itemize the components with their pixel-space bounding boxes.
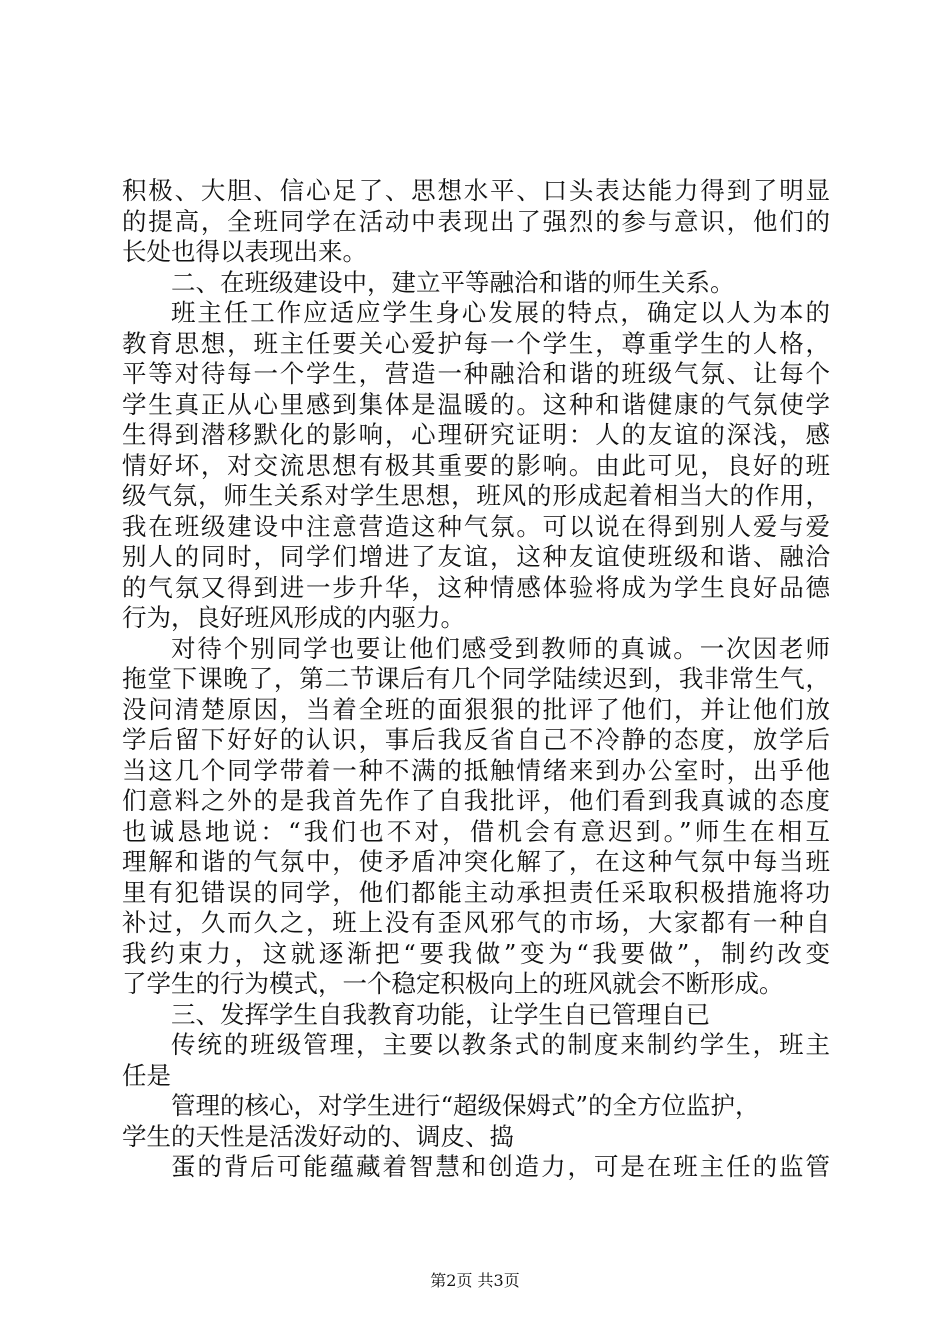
text-line: 管理的核心，对学生进行“超级保姆式”的全方位监护，: [171, 1091, 760, 1120]
text-line: 当这几个同学带着一种不满的抵触情绪来到办公室时，出乎他: [122, 755, 830, 785]
text-line: 了学生的行为模式，一个稳定积极向上的班风就会不断形成。: [122, 969, 784, 998]
text-line: 情好坏，对交流思想有极其重要的影响。由此可见，良好的班: [122, 450, 830, 480]
text-line: 的气氛又得到进一步升华，这种情感体验将成为学生良好品德: [122, 572, 830, 602]
section-heading: 二、在班级建设中，建立平等融洽和谐的师生关系。: [171, 267, 735, 297]
text-line: 学后留下好好的认识，事后我反省自己不冷静的态度，放学后: [122, 725, 830, 754]
text-line: 我在班级建设中注意营造这种气氛。可以说在得到别人爱与爱: [122, 511, 830, 541]
text-line: 蛋的背后可能蕴藏着智慧和创造力，可是在班主任的监管: [171, 1152, 830, 1181]
text-line: 补过，久而久之，班上没有歪风邪气的市场，大家都有一种自: [122, 908, 830, 937]
text-line: 学生的天性是活泼好动的、调皮、捣: [122, 1121, 514, 1151]
text-line: 的提高，全班同学在活动中表现出了强烈的参与意识，他们的: [122, 206, 830, 236]
text-line: 教育思想，班主任要关心爱护每一个学生，尊重学生的人格，: [122, 328, 830, 358]
text-line: 级气氛，师生关系对学生思想，班风的形成起着相当大的作用，: [122, 481, 830, 510]
text-line: 班主任工作应适应学生身心发展的特点，确定以人为本的: [171, 298, 830, 327]
text-line: 里有犯错误的同学，他们都能主动承担责任采取积极措施将功: [122, 877, 830, 907]
text-line: 理解和谐的气氛中，使矛盾冲突化解了，在这种气氛中每当班: [122, 847, 830, 876]
text-line: 没问清楚原因，当着全班的面狠狠的批评了他们，并让他们放: [122, 694, 830, 724]
text-line: 们意料之外的是我首先作了自我批评，他们看到我真诚的态度: [122, 786, 830, 815]
text-line: 拖堂下课晚了，第二节课后有几个同学陆续迟到，我非常生气，: [122, 664, 830, 693]
text-line: 任是: [122, 1060, 171, 1090]
text-line: 学生真正从心里感到集体是温暖的。这种和谐健康的气氛使学: [122, 389, 830, 419]
text-line: 也诚恳地说：“我们也不对，借机会有意迟到。”师生在相互: [122, 816, 830, 846]
text-line: 平等对待每一个学生，营造一种融洽和谐的班级气氛、让每个: [122, 359, 830, 388]
text-line: 积极、大胆、信心足了、思想水平、口头表达能力得到了明显: [122, 176, 830, 205]
text-line: 行为，良好班风形成的内驱力。: [122, 603, 465, 632]
text-line: 长处也得以表现出来。: [122, 237, 367, 266]
document-body: [122, 176, 830, 1183]
text-line: 对待个别同学也要让他们感受到教师的真诚。一次因老师: [171, 633, 830, 663]
text-line: 生得到潜移默化的影响，心理研究证明：人的友谊的深浅，感: [122, 420, 830, 449]
section-heading: 三、发挥学生自我教育功能，让学生自已管理自已: [171, 999, 710, 1029]
text-line: 传统的班级管理，主要以教条式的制度来制约学生，班主: [171, 1030, 830, 1059]
text-line: 别人的同时，同学们增进了友谊，这种友谊使班级和谐、融洽: [122, 542, 830, 571]
page-number-footer: 第2页 共3页: [430, 1271, 520, 1290]
text-line: 我约束力，这就逐渐把“要我做”变为“我要做”，制约改变: [122, 938, 830, 968]
